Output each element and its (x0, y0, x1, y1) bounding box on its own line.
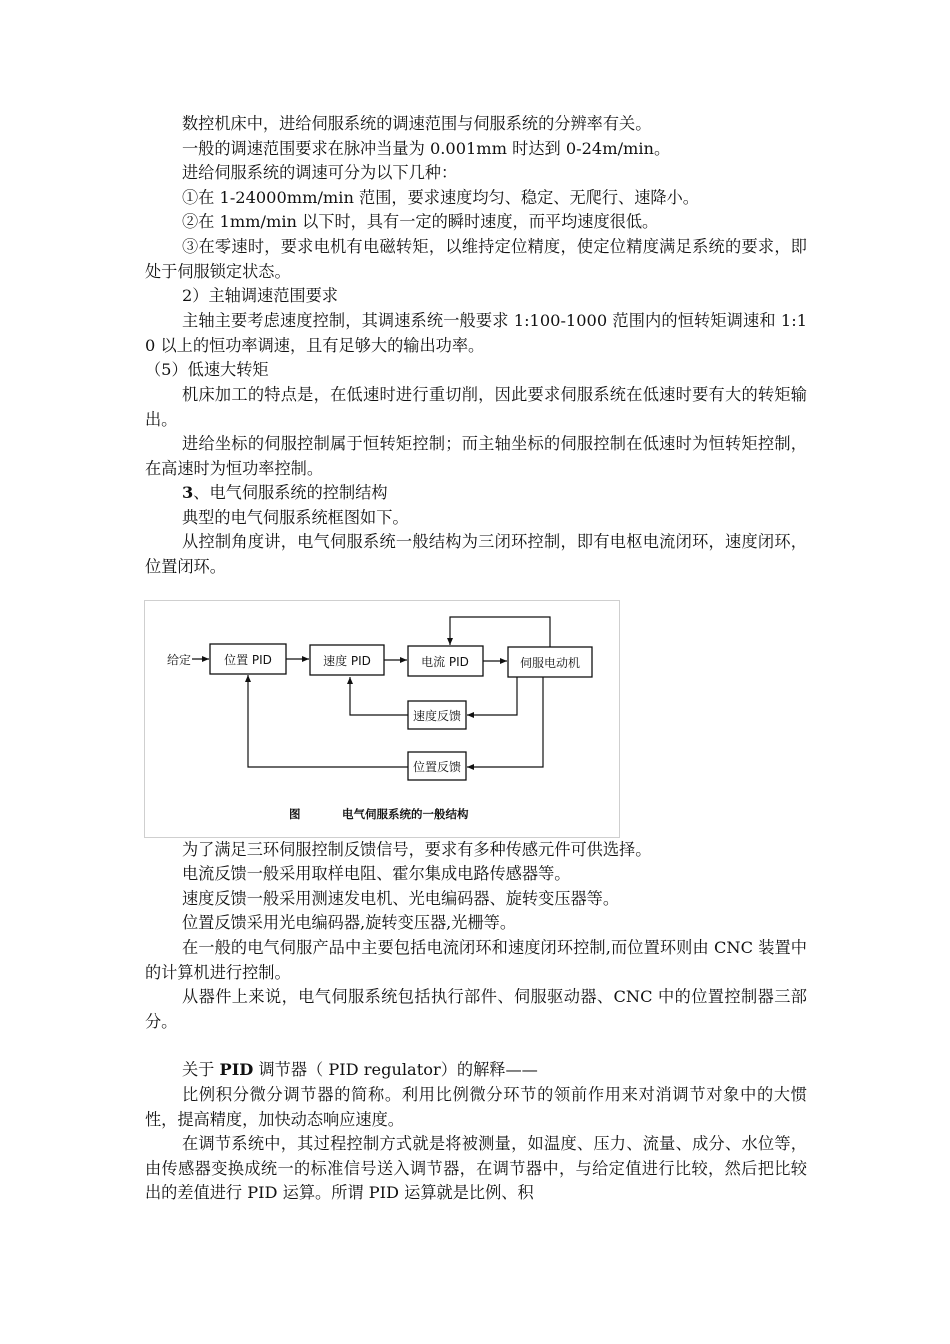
pid-heading-prefix: 关于 (182, 1060, 220, 1079)
paragraph: ①在 1-24000mm/min 范围，要求速度均匀、稳定、无爬行、速降小。 (182, 188, 699, 207)
paragraph: 在一般的电气伺服产品中主要包括电流闭环和速度闭环控制,而位置环则由 CNC 装置中的计算机进行控制。 (145, 938, 807, 982)
paragraph: 一般的调速范围要求在脉冲当量为 0.001mm 时达到 0-24m/min。 (182, 139, 671, 158)
servo-block-diagram (144, 600, 620, 838)
servo-motor-label: 伺服电动机 (519, 656, 581, 670)
subheading: 2）主轴调速范围要求 (182, 286, 338, 305)
figure-caption-label: 图 (289, 807, 301, 821)
paragraph: 比例积分微分调节器的简称。利用比例微分环节的领前作用来对消调节对象中的大惯性，提高精度，加快动态响应速度。 (145, 1085, 807, 1129)
current-feedback-loop (450, 617, 550, 647)
paragraph: 位置反馈采用光电编码器,旋转变压器,光栅等。 (182, 913, 517, 932)
paragraph: 速度反馈一般采用测速发电机、光电编码器、旋转变压器等。 (182, 889, 620, 908)
paragraph: 典型的电气伺服系统框图如下。 (182, 508, 409, 527)
input-label: 给定 (167, 653, 192, 667)
pid-heading-bold: PID (219, 1060, 254, 1079)
paragraph: 电流反馈一般采用取样电阻、霍尔集成电路传感器等。 (182, 864, 571, 883)
paragraph: ③在零速时，要求电机有电磁转矩，以维持定位精度，使定位精度满足系统的要求，即处于伺服锁定状态。 (145, 237, 807, 281)
paragraph: 数控机床中，进给伺服系统的调速范围与伺服系统的分辨率有关。 (182, 114, 652, 133)
pid-heading-suffix: 调节器（ PID regulator）的解释—— (253, 1060, 538, 1079)
section-title: 、电气伺服系统的控制结构 (193, 483, 388, 502)
section-number: 3 (182, 483, 194, 502)
paragraph: 机床加工的特点是，在低速时进行重切削，因此要求伺服系统在低速时要有大的转矩输出。 (145, 385, 807, 429)
paragraph: 进给坐标的伺服控制属于恒转矩控制；而主轴坐标的伺服控制在低速时为恒转矩控制，在高速时为恒功率控制。 (145, 434, 807, 478)
pid-heading (145, 1058, 807, 1083)
speed-feedback-label: 速度反馈 (412, 709, 462, 723)
paragraph: 为了满足三环伺服控制反馈信号，要求有多种传感元件可供选择。 (182, 840, 652, 859)
paragraph: 进给伺服系统的调速可分为以下几种： (182, 163, 458, 182)
figure-caption-text: 电气伺服系统的一般结构 (342, 807, 469, 821)
subheading: （5）低速大转矩 (145, 360, 269, 379)
paragraph: 从器件上来说，电气伺服系统包括执行部件、伺服驱动器、CNC 中的位置控制器三部分。 (145, 987, 807, 1031)
paragraph: 在调节系统中，其过程控制方式就是将被测量，如温度、压力、流量、成分、水位等，由传感器变换成统一的标准信号送入调节器，在调节器中，与给定值进行比较，然后把比较出的差值进行 PID 运算。所谓 PID 运算就是比例、积 (145, 1134, 807, 1202)
speed-pid-label: 速度 PID (323, 654, 371, 668)
paragraph: 主轴主要考虑速度控制，其调速系统一般要求 1:100-1000 范围内的恒转矩调速和 1:10 以上的恒功率调速，且有足够大的输出功率。 (145, 311, 807, 355)
position-feedback-label: 位置反馈 (412, 760, 462, 774)
section-heading (145, 481, 807, 506)
position-pid-label: 位置 PID (224, 653, 272, 667)
current-pid-label: 电流 PID (421, 655, 469, 669)
paragraph: ②在 1mm/min 以下时，具有一定的瞬时速度，而平均速度很低。 (182, 212, 659, 231)
paragraph: 从控制角度讲，电气伺服系统一般结构为三闭环控制，即有电枢电流闭环，速度闭环，位置闭环。 (145, 532, 807, 576)
